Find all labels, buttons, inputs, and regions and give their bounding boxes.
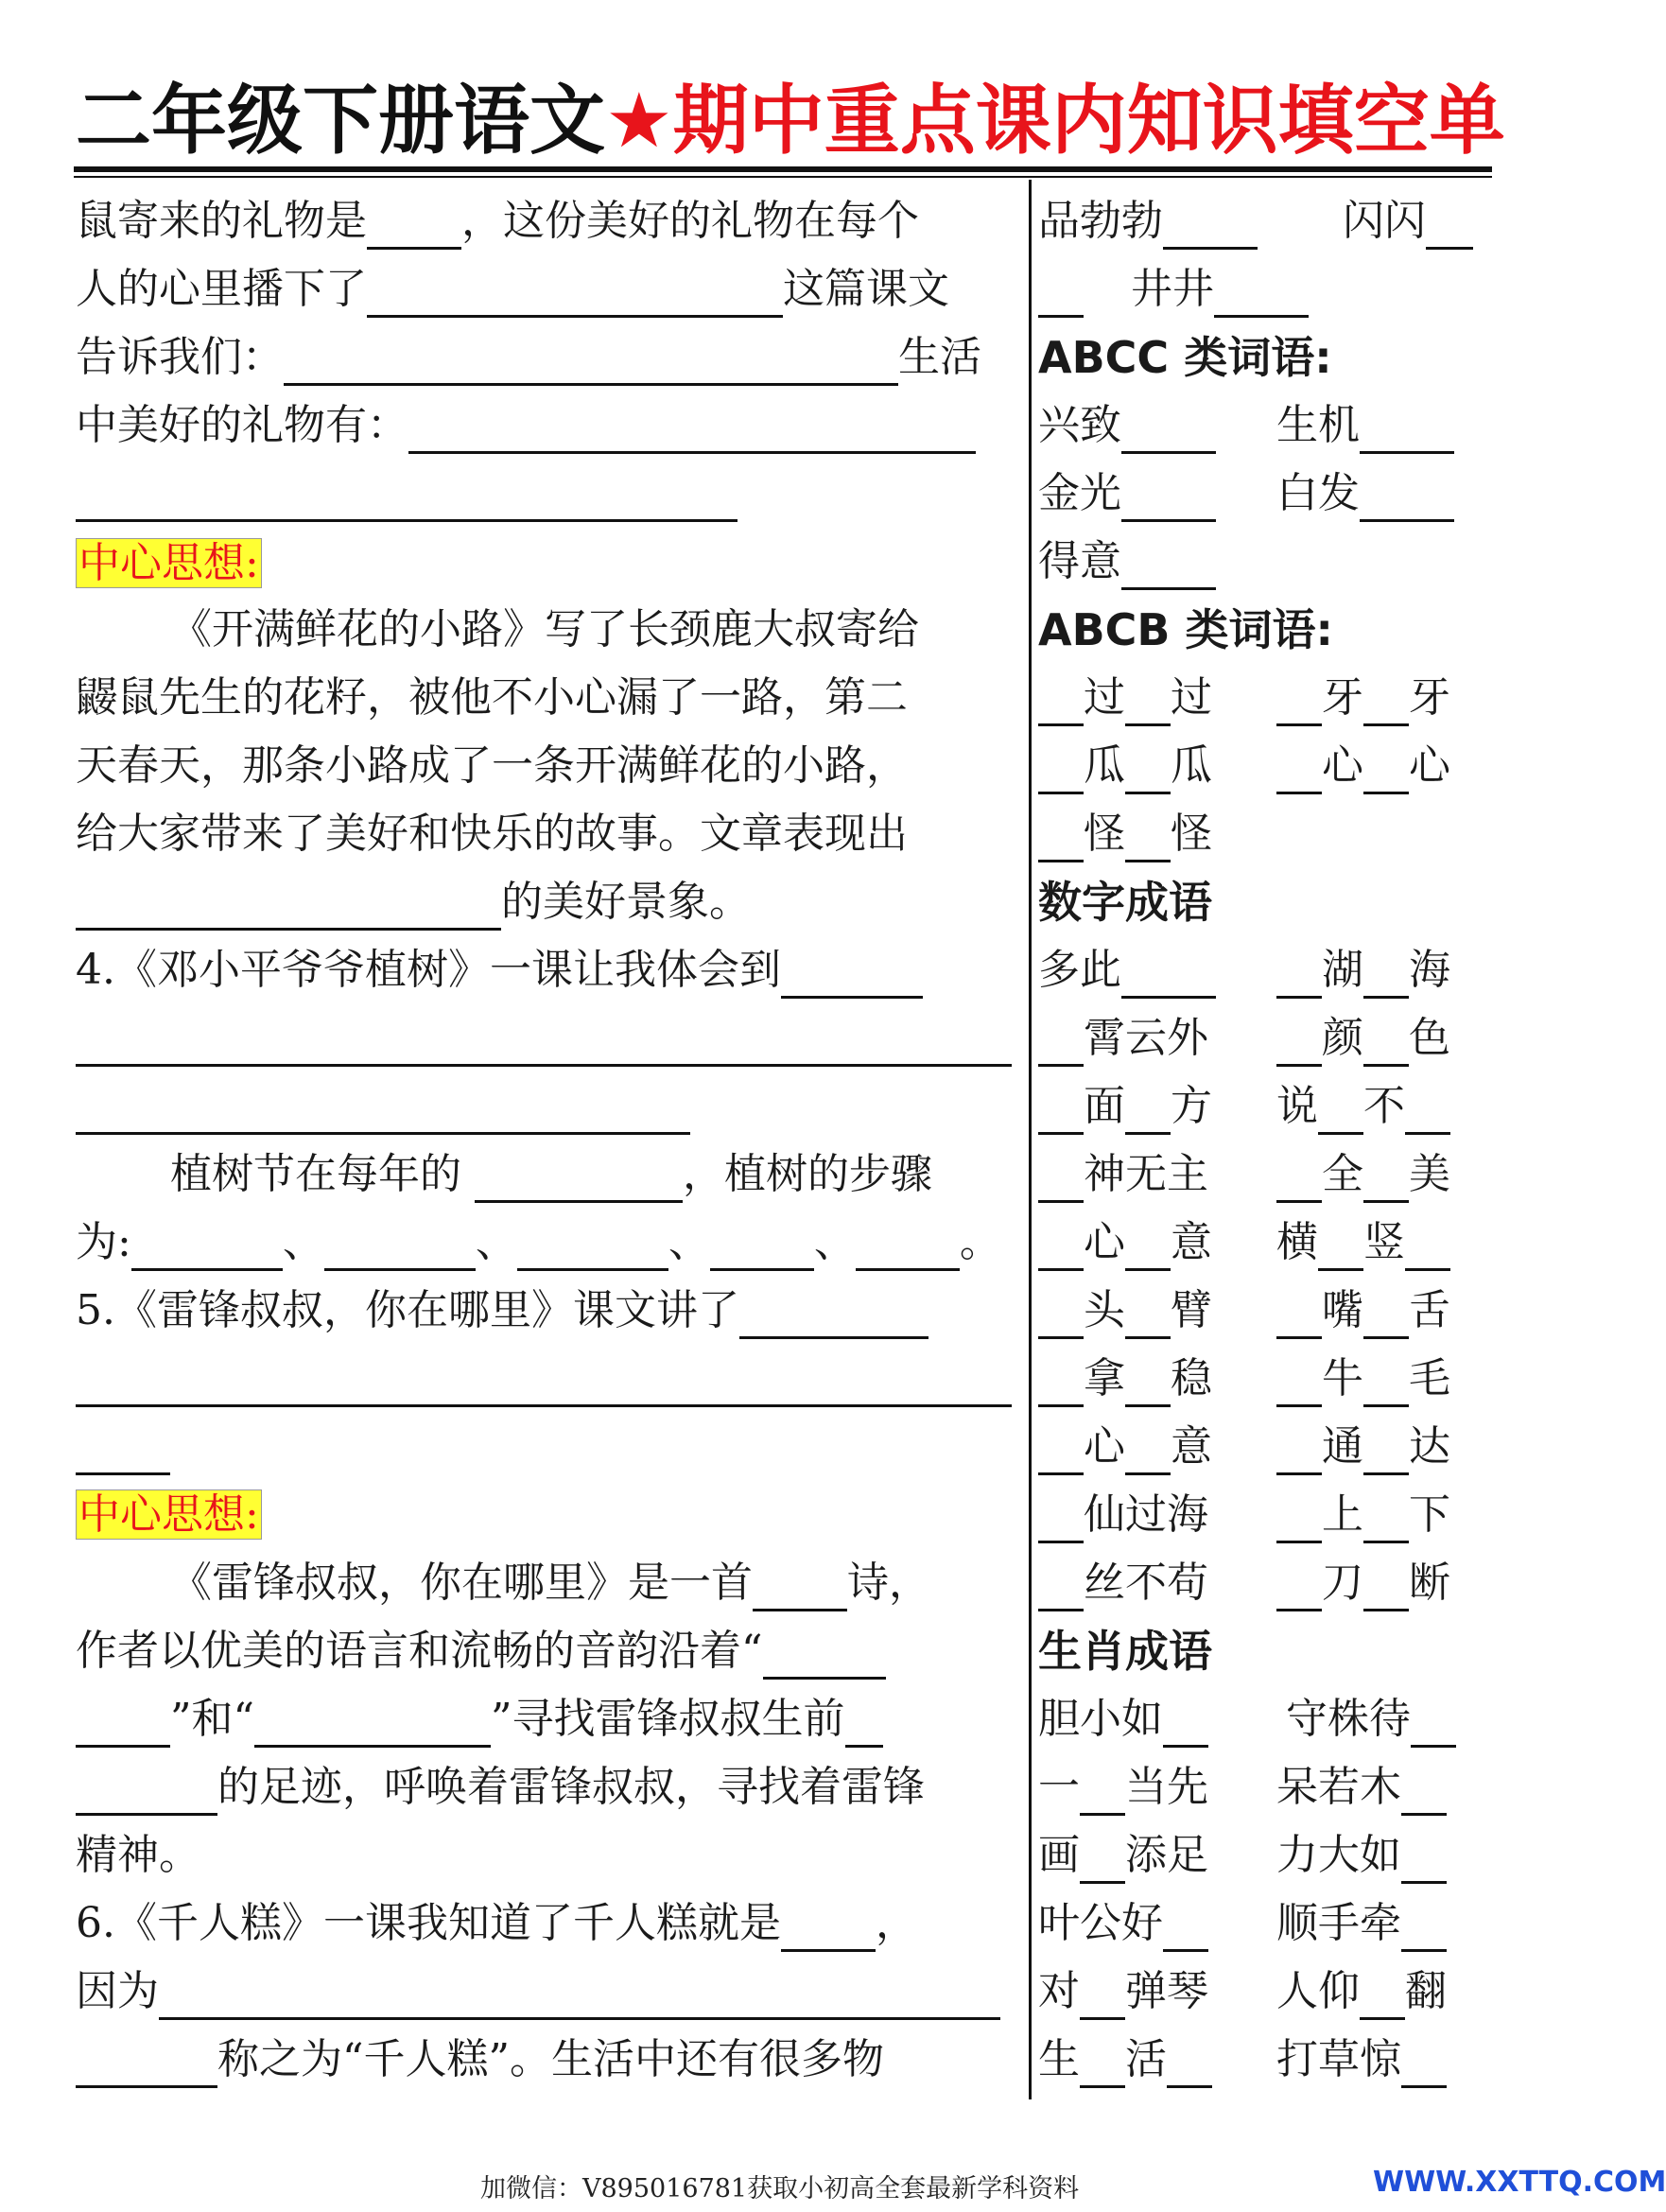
idiom-item: 通 达: [1276, 1419, 1450, 1475]
abcb-item: 过 过: [1038, 670, 1212, 726]
footer-site[interactable]: WWW.XXTTQ.COM: [1373, 2166, 1666, 2199]
blank[interactable]: [1038, 1497, 1084, 1543]
blank[interactable]: [1038, 1293, 1084, 1339]
question-4: 4.《邓小平爷爷植树》一课让我体会到: [76, 942, 923, 999]
center-idea-label: 中心思想:: [76, 535, 262, 592]
blank[interactable]: [1125, 680, 1171, 726]
blank[interactable]: [76, 476, 738, 522]
blank[interactable]: [1214, 271, 1309, 318]
blank[interactable]: [1080, 1769, 1125, 1816]
zodiac-item: 力大如: [1276, 1827, 1447, 1884]
blank[interactable]: [1401, 1906, 1447, 1952]
para-line: ”和“ ”寻找雷锋叔叔生前: [76, 1691, 883, 1748]
blank[interactable]: [1125, 1293, 1171, 1339]
page-title: 二年级下册语文★期中重点课内知识填空单: [76, 77, 1505, 165]
answer-line: [76, 1350, 1012, 1407]
abcb-heading: ABCB 类词语:: [1038, 604, 1333, 655]
star-icon: ★: [605, 77, 673, 165]
blank[interactable]: [856, 1225, 960, 1271]
blank[interactable]: [1125, 1225, 1171, 1271]
blank[interactable]: [1038, 1429, 1084, 1475]
blank[interactable]: [1363, 680, 1409, 726]
blank[interactable]: [1121, 544, 1216, 590]
abcc-item: 生机: [1276, 397, 1454, 454]
answer-line: [76, 1078, 690, 1135]
blank[interactable]: [1363, 748, 1409, 794]
blank[interactable]: [1038, 271, 1084, 318]
blank[interactable]: [408, 408, 976, 454]
idiom-item: 湖 海: [1276, 942, 1450, 999]
idiom-item: 全 美: [1276, 1146, 1450, 1203]
abcc-heading: ABCC 类词语:: [1038, 332, 1332, 383]
zodiac-item: 守株待: [1286, 1691, 1456, 1748]
number-idiom-heading: 数字成语: [1038, 877, 1212, 928]
left-line-1: 鼠寄来的礼物是 ，这份美好的礼物在每个: [76, 193, 919, 250]
para-line: 《开满鲜花的小路》写了长颈鹿大叔寄给: [170, 605, 919, 653]
blank[interactable]: [1276, 1293, 1322, 1339]
zodiac-item: 对 弹琴: [1038, 1963, 1208, 2020]
blank[interactable]: [1363, 1157, 1409, 1203]
blank[interactable]: [781, 1906, 876, 1952]
idiom-item: 头 臂: [1038, 1282, 1212, 1339]
blank[interactable]: [517, 1225, 668, 1271]
idiom-item: 横 竖: [1276, 1214, 1450, 1271]
blank[interactable]: [1276, 1497, 1322, 1543]
blank[interactable]: [1080, 2042, 1125, 2088]
blank[interactable]: [1167, 2042, 1212, 2088]
para-line: 作者以优美的语言和流畅的音韵沿着“: [76, 1623, 886, 1680]
blank[interactable]: [1401, 1769, 1447, 1816]
abcc-item: 白发: [1276, 465, 1454, 522]
blank[interactable]: [1276, 748, 1322, 794]
idiom-item: 心 意: [1038, 1419, 1212, 1475]
blank[interactable]: [1121, 408, 1216, 454]
blank[interactable]: [1405, 1225, 1450, 1271]
idiom-item: 说 不: [1276, 1078, 1450, 1135]
blank[interactable]: [1360, 476, 1454, 522]
blank[interactable]: [1163, 1701, 1208, 1748]
idiom-item: 神无主: [1038, 1146, 1208, 1203]
q4-line: 植树节在每年的 ，植树的步骤: [170, 1146, 932, 1203]
blank[interactable]: [1125, 1429, 1171, 1475]
q4-steps: 为: 、 、 、 、 。: [76, 1214, 1001, 1271]
blank[interactable]: [1163, 1906, 1208, 1952]
blank[interactable]: [284, 340, 898, 386]
blank[interactable]: [1363, 1020, 1409, 1067]
answer-line: [76, 1419, 170, 1475]
blank[interactable]: [1363, 1293, 1409, 1339]
blank[interactable]: [1163, 203, 1258, 250]
blank[interactable]: [1401, 1838, 1447, 1884]
blank[interactable]: [1363, 1565, 1409, 1611]
para-line: 《雷锋叔叔，你在哪里》是一首 诗，: [170, 1555, 930, 1611]
blank[interactable]: [1038, 1089, 1084, 1135]
left-line-5: [76, 465, 738, 522]
abcb-item: 瓜 瓜: [1038, 738, 1212, 794]
zodiac-idiom-heading: 生肖成语: [1038, 1626, 1212, 1677]
title-rule: [74, 166, 1492, 172]
abcb-item: 怪 怪: [1038, 806, 1212, 862]
blank[interactable]: [763, 1633, 886, 1680]
blank[interactable]: [1125, 1089, 1171, 1135]
word-item: 井井: [1038, 261, 1309, 318]
left-line-4: 中美好的礼物有：: [76, 397, 976, 454]
blank[interactable]: [76, 2042, 217, 2088]
blank[interactable]: [1405, 1089, 1450, 1135]
blank[interactable]: [76, 1769, 217, 1816]
blank[interactable]: [1276, 1429, 1322, 1475]
blank[interactable]: [367, 203, 461, 250]
blank[interactable]: [254, 1701, 491, 1748]
idiom-item: 心 意: [1038, 1214, 1212, 1271]
para-line: 的美好景象。: [76, 874, 751, 931]
para-line: 鼹鼠先生的花籽，被他不小心漏了一路，第二: [76, 673, 908, 722]
question-6: 6.《千人糕》一课我知道了千人糕就是 ，: [76, 1895, 917, 1952]
zodiac-item: 画 添足: [1038, 1827, 1208, 1884]
para-line: 称之为“千人糕”。生活中还有很多物: [76, 2031, 884, 2088]
blank[interactable]: [1276, 1020, 1322, 1067]
blank[interactable]: [76, 1089, 690, 1135]
left-line-2: 人的心里播下了 这篇课文: [76, 261, 949, 318]
para-line: 的足迹，呼唤着雷锋叔叔，寻找着雷锋: [76, 1759, 925, 1816]
para-line: 精神。: [76, 1831, 200, 1879]
center-idea-label-2: 中心思想:: [76, 1487, 262, 1543]
blank[interactable]: [76, 1361, 1012, 1407]
blank[interactable]: [1276, 680, 1322, 726]
blank[interactable]: [1038, 1361, 1084, 1407]
idiom-item: 颜 色: [1276, 1010, 1450, 1067]
column-divider: [1029, 180, 1032, 2099]
para-line: 给大家带来了美好和快乐的故事。文章表现出: [76, 810, 908, 858]
blank[interactable]: [1038, 1565, 1084, 1611]
abcc-item: 得意: [1038, 533, 1216, 590]
blank[interactable]: [1125, 816, 1171, 862]
zodiac-item: 呆若木: [1276, 1759, 1447, 1816]
blank[interactable]: [1360, 408, 1454, 454]
blank[interactable]: [1038, 1225, 1084, 1271]
blank[interactable]: [1363, 1497, 1409, 1543]
blank[interactable]: [1276, 952, 1322, 999]
blank[interactable]: [739, 1293, 928, 1339]
abcb-item: 牙 牙: [1276, 670, 1450, 726]
zodiac-item: 人仰 翻: [1276, 1963, 1447, 2020]
para-line: 天春天，那条小路成了一条开满鲜花的小路，: [76, 741, 908, 790]
idiom-item: 上 下: [1276, 1487, 1450, 1543]
idiom-item: 霄云外: [1038, 1010, 1208, 1067]
left-line-3: 告诉我们： 生活: [76, 329, 981, 386]
blank[interactable]: [753, 1565, 847, 1611]
blank[interactable]: [1038, 680, 1084, 726]
blank[interactable]: [1038, 816, 1084, 862]
idiom-item: 刀 断: [1276, 1555, 1450, 1611]
blank[interactable]: [1411, 1701, 1456, 1748]
blank[interactable]: [1401, 2042, 1447, 2088]
blank[interactable]: [1363, 1429, 1409, 1475]
idiom-item: 拿 稳: [1038, 1350, 1212, 1407]
blank[interactable]: [710, 1225, 814, 1271]
blank[interactable]: [131, 1225, 283, 1271]
zodiac-item: 打草惊: [1276, 2031, 1447, 2088]
blank[interactable]: [367, 271, 783, 318]
blank[interactable]: [1125, 748, 1171, 794]
footer-note: 加微信：V895016781获取小初高全套最新学科资料: [480, 2174, 1080, 2203]
word-item: 闪闪: [1343, 193, 1473, 250]
zodiac-item: 叶公好: [1038, 1895, 1208, 1952]
blank[interactable]: [1426, 203, 1473, 250]
answer-line: [76, 1010, 1012, 1067]
blank[interactable]: [1363, 952, 1409, 999]
word-item: 品勃勃: [1038, 193, 1258, 250]
title-rule-thin: [74, 176, 1492, 178]
idiom-item: 牛 毛: [1276, 1350, 1450, 1407]
abcc-item: 兴致: [1038, 397, 1216, 454]
blank[interactable]: [1080, 1838, 1125, 1884]
blank[interactable]: [1125, 1361, 1171, 1407]
abcb-item: 心 心: [1276, 738, 1450, 794]
blank[interactable]: [1080, 1974, 1125, 2020]
blank[interactable]: [1363, 1361, 1409, 1407]
blank[interactable]: [324, 1225, 476, 1271]
blank[interactable]: [1276, 1361, 1322, 1407]
blank[interactable]: [1038, 1020, 1084, 1067]
blank[interactable]: [1276, 1157, 1322, 1203]
idiom-item: 面 方: [1038, 1078, 1212, 1135]
zodiac-item: 顺手牵: [1276, 1895, 1447, 1952]
blank[interactable]: [1276, 1565, 1322, 1611]
blank[interactable]: [1121, 952, 1216, 999]
idiom-item: 仙过海: [1038, 1487, 1208, 1543]
zodiac-item: 一 当先: [1038, 1759, 1208, 1816]
blank[interactable]: [1318, 1089, 1363, 1135]
blank[interactable]: [76, 1429, 170, 1475]
idiom-item: 多此: [1038, 942, 1216, 999]
blank[interactable]: [76, 1701, 170, 1748]
question-5: 5.《雷锋叔叔，你在哪里》课文讲了: [76, 1282, 928, 1339]
abcc-item: 金光: [1038, 465, 1216, 522]
blank[interactable]: [1038, 1157, 1084, 1203]
blank[interactable]: [475, 1157, 683, 1203]
blank[interactable]: [159, 1974, 1000, 2020]
zodiac-item: 生 活: [1038, 2031, 1212, 2088]
blank[interactable]: [1121, 476, 1216, 522]
blank[interactable]: [1038, 748, 1084, 794]
blank[interactable]: [1318, 1225, 1363, 1271]
blank[interactable]: [1360, 1974, 1405, 2020]
para-line: 因为: [76, 1963, 1000, 2020]
blank[interactable]: [76, 884, 501, 931]
idiom-item: 丝不苟: [1038, 1555, 1208, 1611]
blank[interactable]: [76, 1020, 1012, 1067]
zodiac-item: 胆小如: [1038, 1691, 1208, 1748]
blank[interactable]: [845, 1701, 883, 1748]
blank[interactable]: [781, 952, 923, 999]
idiom-item: 嘴 舌: [1276, 1282, 1450, 1339]
